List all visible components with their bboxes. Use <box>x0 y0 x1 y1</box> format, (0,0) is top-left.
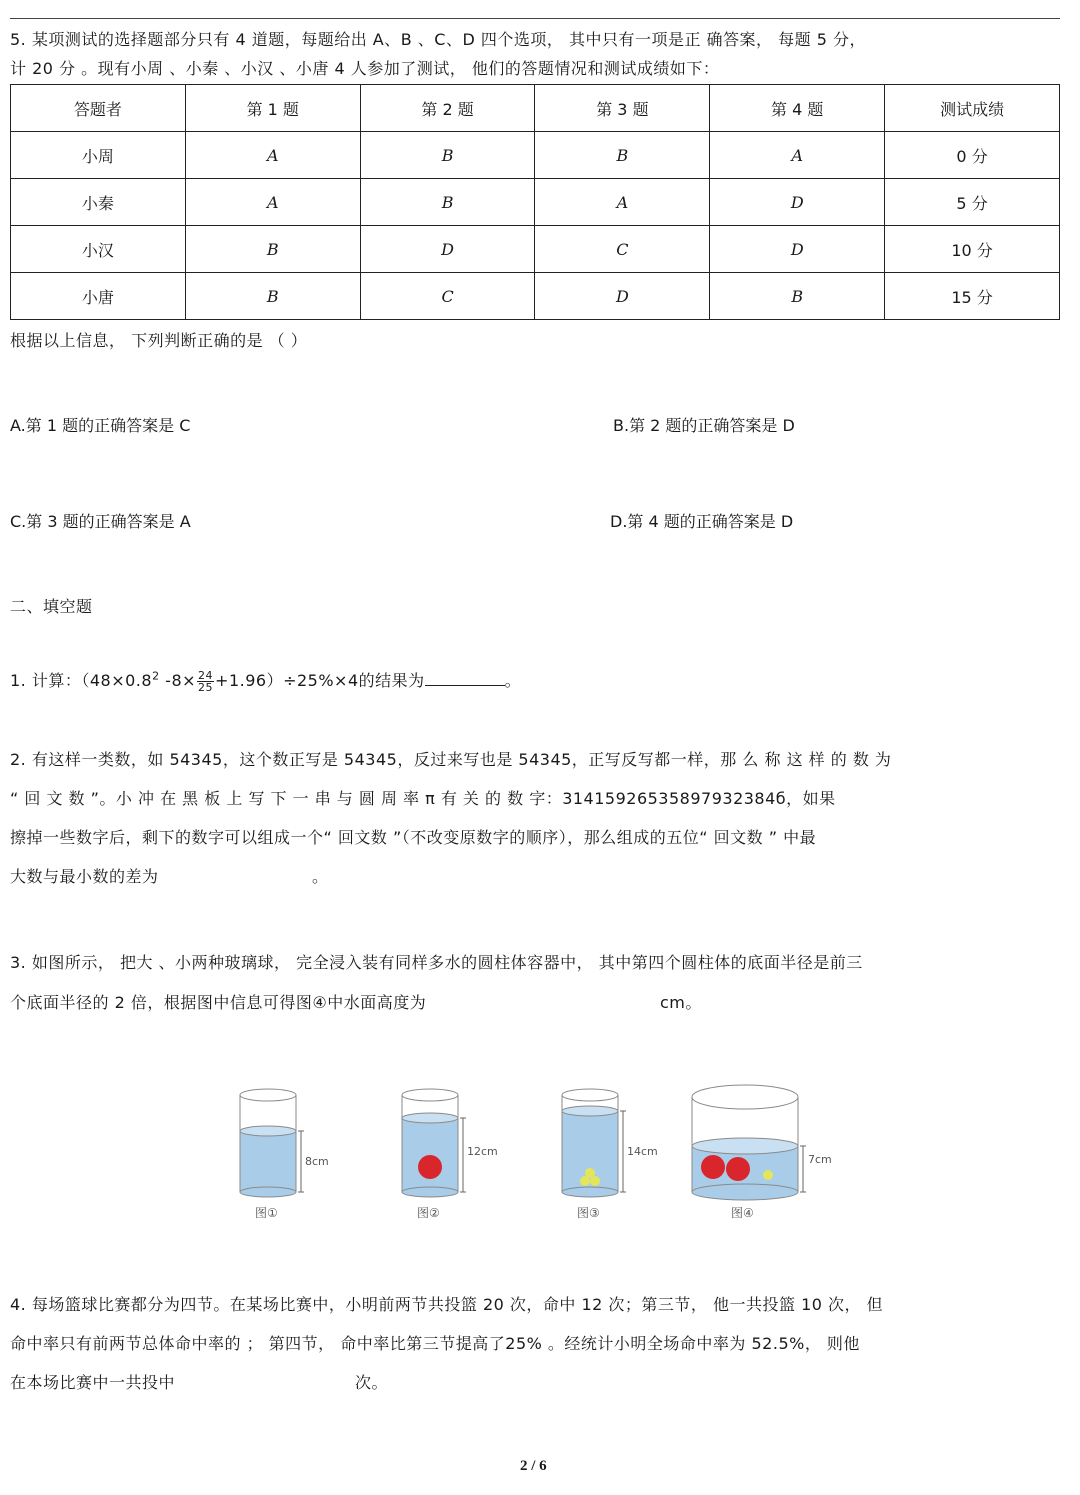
fill1-end: 。 <box>504 671 522 690</box>
answer-table <box>10 84 1060 320</box>
fill1-mid: -8× <box>159 671 197 690</box>
fill4-line-2: 命中率只有前两节总体命中率的 ； 第四节， 命中率比第三节提高了25% 。经统计小明全场命中率为 52.5%， 则他 <box>10 1334 860 1353</box>
water-surface <box>240 1126 296 1136</box>
section-title: 二、填空题 <box>10 597 93 616</box>
answer-cell: A <box>185 132 360 179</box>
fill4-line-1: 4. 每场篮球比赛都分为四节。在某场比赛中，小明前两节共投篮 20 次，命中 12 次；第三节， 他一共投篮 10 次， 但 <box>10 1295 884 1314</box>
option-b: B.第 2 题的正确答案是 D <box>613 416 795 435</box>
name-cell: 小周 <box>11 132 186 179</box>
answer-cell: B <box>185 226 360 273</box>
answer-cell: A <box>710 132 885 179</box>
header-cell: 第 1 题 <box>185 85 360 132</box>
fill2-line-4: 大数与最小数的差为 <box>10 867 159 886</box>
table-row <box>11 132 1060 179</box>
fill1-answer-blank[interactable] <box>425 671 505 686</box>
fill1-suffix: +1.96）÷25%×4的结果为 <box>215 671 425 690</box>
cylinder-rim <box>402 1089 458 1101</box>
height-label: 7cm <box>808 1153 832 1166</box>
answer-cell: D <box>710 226 885 273</box>
fill3-unit: cm。 <box>660 993 702 1012</box>
table-row <box>11 226 1060 273</box>
big-ball <box>418 1155 442 1179</box>
height-label: 8cm <box>305 1155 329 1168</box>
fill2-answer-blank[interactable] <box>196 864 306 884</box>
header-cell: 测试成绩 <box>885 85 1060 132</box>
big-ball <box>726 1157 750 1181</box>
big-ball <box>701 1155 725 1179</box>
figure-caption: 图① <box>255 1206 278 1220</box>
option-c: C.第 3 题的正确答案是 A <box>10 512 191 531</box>
answer-cell: D <box>535 273 710 320</box>
figure-caption: 图② <box>417 1206 440 1220</box>
answer-cell: D <box>710 179 885 226</box>
water-fill <box>402 1117 458 1192</box>
q5-line-1: 5. 某项测试的选择题部分只有 4 道题，每题给出 A、B 、C、D 四个选项， 其中只有一项是正 确答案， 每题 5 分， <box>10 30 866 49</box>
fill3-line-1: 3. 如图所示， 把大 、小两种玻璃球， 完全浸入装有同样多水的圆柱体容器中， 其中第四个圆柱体的底面半径是前三 <box>10 953 863 972</box>
header-cell: 第 4 题 <box>710 85 885 132</box>
cylinder-rim <box>562 1089 618 1101</box>
small-ball <box>763 1170 773 1180</box>
answer-cell: B <box>185 273 360 320</box>
water-surface <box>562 1106 618 1116</box>
figure-1 <box>240 1089 329 1220</box>
cylinder-rim <box>240 1089 296 1101</box>
cylinder-base <box>562 1187 618 1197</box>
cylinder-rim <box>692 1085 798 1109</box>
q5-line-2: 计 20 分 。现有小周 、小秦 、小汉 、小唐 4 人参加了测试， 他们的答题情况和测试成绩如下： <box>10 59 720 78</box>
water-fill <box>240 1130 296 1192</box>
height-label: 12cm <box>467 1145 498 1158</box>
fill2-line-2: “ 回 文 数 ”。小 冲 在 黑 板 上 写 下 一 串 与 圆 周 率 π 有 关 的 数 字：31415926535897932384б，如果 <box>10 789 836 808</box>
option-a: A.第 1 题的正确答案是 C <box>10 416 191 435</box>
answer-cell: D <box>360 226 535 273</box>
fill1-prefix: 1. 计算：（48×0.8 <box>10 671 153 690</box>
fill1-equation <box>10 668 521 693</box>
fraction-denominator: 25 <box>198 681 214 694</box>
page-number: 2 / 6 <box>520 1458 547 1474</box>
fraction-numerator: 24 <box>198 669 214 682</box>
fill1-exponent: 2 <box>152 669 160 683</box>
water-surface <box>402 1113 458 1123</box>
figure-4 <box>692 1085 832 1220</box>
header-cell: 答题者 <box>11 85 186 132</box>
fill3-line-2: 个底面半径的 2 倍，根据图中信息可得图④中水面高度为 <box>10 993 427 1012</box>
fill2-end: 。 <box>312 867 329 886</box>
answer-cell: B <box>535 132 710 179</box>
name-cell: 小秦 <box>11 179 186 226</box>
cylinder-base <box>240 1187 296 1197</box>
figure-caption: 图④ <box>731 1206 754 1220</box>
option-d: D.第 4 题的正确答案是 D <box>610 512 794 531</box>
answer-cell: C <box>535 226 710 273</box>
header-cell: 第 2 题 <box>360 85 535 132</box>
score-cell: 5 分 <box>885 179 1060 226</box>
answer-cell: B <box>360 132 535 179</box>
figure-3 <box>562 1089 658 1220</box>
q5-prompt: 根据以上信息， 下列判断正确的是 （ ） <box>10 331 308 350</box>
score-cell: 15 分 <box>885 273 1060 320</box>
fill2-line-3: 擦掉一些数字后，剩下的数字可以组成一个“ 回文数 ”（不改变原数字的顺序），那么组成的五位“ 回文数 ” 中最 <box>10 828 817 847</box>
water-surface <box>692 1138 798 1154</box>
fill4-unit: 次。 <box>355 1373 389 1392</box>
fill3-answer-blank[interactable] <box>530 990 650 1010</box>
fill4-answer-blank[interactable] <box>215 1370 345 1390</box>
table-row <box>11 273 1060 320</box>
cylinder-base <box>402 1187 458 1197</box>
fill4-line-3: 在本场比赛中一共投中 <box>10 1373 176 1392</box>
answer-cell: A <box>185 179 360 226</box>
cylinder-base <box>692 1184 798 1200</box>
header-cell: 第 3 题 <box>535 85 710 132</box>
name-cell: 小唐 <box>11 273 186 320</box>
water-fill <box>562 1110 618 1192</box>
cylinder-figures <box>225 1075 845 1230</box>
score-cell: 10 分 <box>885 226 1060 273</box>
answer-cell: C <box>360 273 535 320</box>
top-rule <box>10 18 1060 19</box>
height-label: 14cm <box>627 1145 658 1158</box>
small-ball <box>585 1168 595 1178</box>
name-cell: 小汉 <box>11 226 186 273</box>
answer-cell: B <box>710 273 885 320</box>
table-header-row <box>11 85 1060 132</box>
table-row <box>11 179 1060 226</box>
figure-caption: 图③ <box>577 1206 600 1220</box>
score-cell: 0 分 <box>885 132 1060 179</box>
figure-2 <box>402 1089 498 1220</box>
fill2-line-1: 2. 有这样一类数，如 54345，这个数正写是 54345，反过来写也是 54345，正写反写都一样，那 么 称 这 样 的 数 为 <box>10 750 892 769</box>
answer-cell: A <box>535 179 710 226</box>
fill1-fraction <box>197 670 214 693</box>
answer-cell: B <box>360 179 535 226</box>
